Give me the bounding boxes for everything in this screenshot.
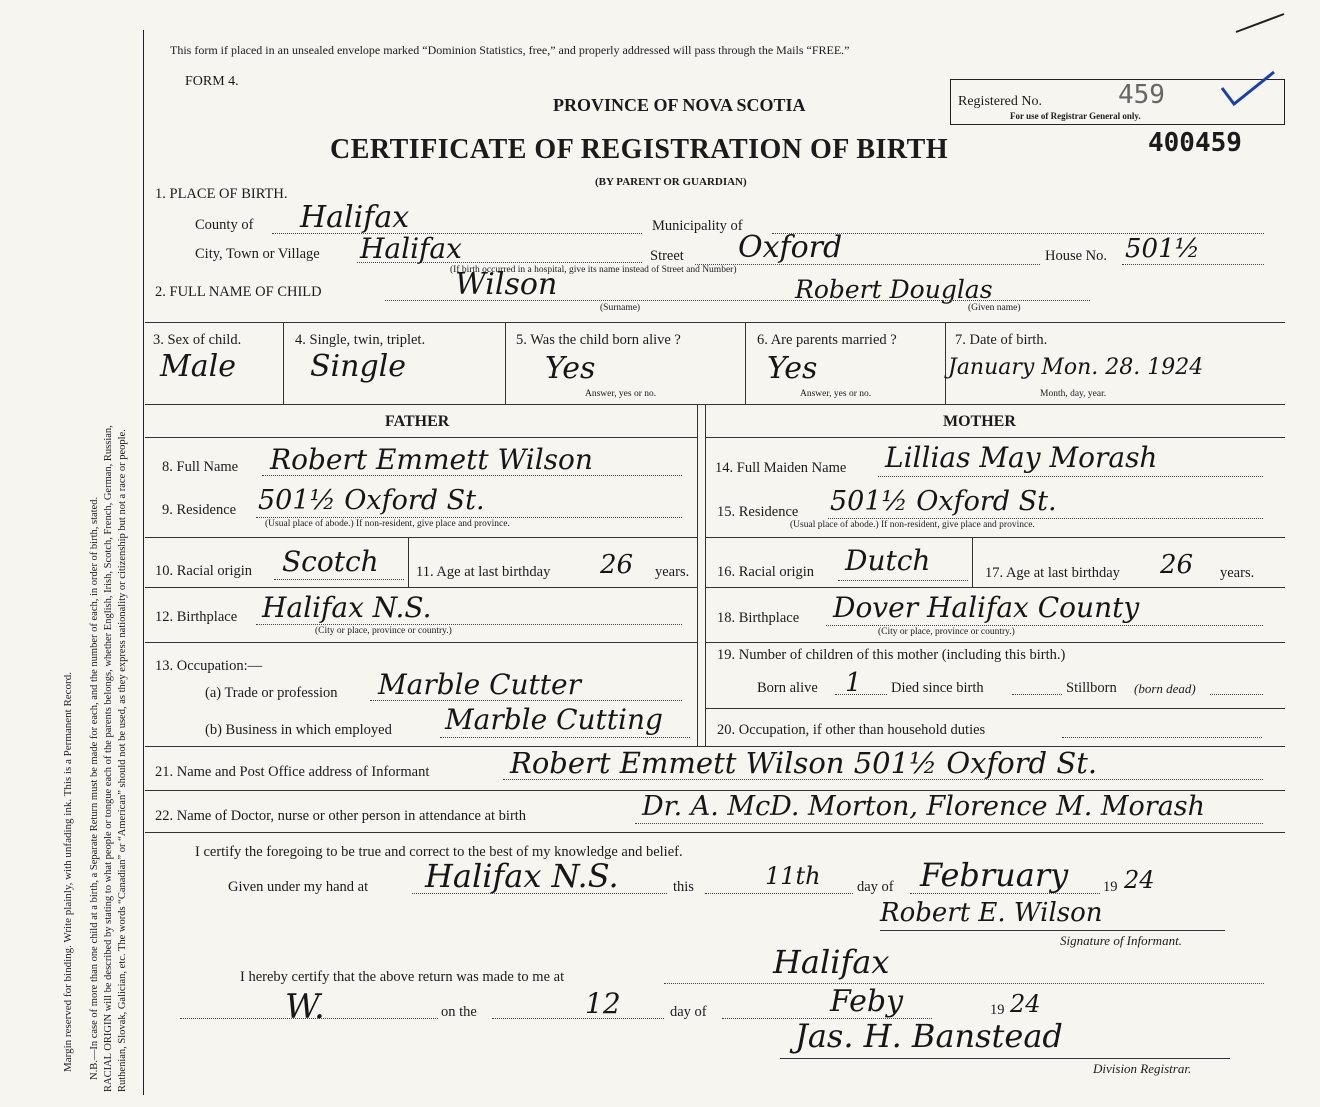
county-label: County of bbox=[195, 217, 254, 233]
county-value: Halifax bbox=[300, 200, 410, 235]
hospital-note: (If birth occurred in a hospital, give its name instead of Street and Number) bbox=[450, 265, 737, 275]
attendant-value: Dr. A. McD. Morton, Florence M. Morash bbox=[642, 791, 1206, 822]
mother-residence: 501½ Oxford St. bbox=[830, 486, 1057, 517]
father-age-label: 11. Age at last birthday bbox=[416, 564, 551, 580]
registrar-day: 12 bbox=[585, 987, 621, 1020]
mother-birthplace: Dover Halifax County bbox=[833, 591, 1140, 624]
mailing-note: This form if placed in an unsealed envelope marked “Dominion Statistics, free,” and properly addressed will pass through the Mails “FREE.” bbox=[170, 43, 850, 57]
margin-note-binding: Margin reserved for binding. Write plainly, with unfading ink. This is a Permanent Record. bbox=[62, 672, 74, 1072]
given-place: Halifax N.S. bbox=[425, 857, 619, 895]
registrar-signature: Jas. H. Banstead bbox=[795, 1017, 1063, 1055]
father-age: 26 bbox=[600, 550, 634, 580]
sex-value: Male bbox=[160, 349, 236, 384]
father-trade: Marble Cutter bbox=[378, 668, 582, 701]
died-since-birth-label: Died since birth bbox=[891, 680, 984, 696]
plurality-label: 4. Single, twin, triplet. bbox=[295, 332, 426, 348]
certificate-title: CERTIFICATE OF REGISTRATION OF BIRTH bbox=[330, 134, 949, 165]
registrar-day-of-label: day of bbox=[670, 1004, 707, 1020]
given-name-caption: (Given name) bbox=[968, 303, 1021, 313]
father-years: years. bbox=[655, 564, 690, 580]
certificate-subtitle: (BY PARENT OR GUARDIAN) bbox=[595, 176, 747, 188]
registrar-caption: Division Registrar. bbox=[1093, 1061, 1192, 1076]
alive-label: 5. Was the child born alive ? bbox=[516, 332, 681, 348]
dob-value: January Mon. 28. 1924 bbox=[948, 355, 1204, 380]
given-day: 11th bbox=[765, 862, 821, 890]
registrar-weekday: W. bbox=[285, 987, 325, 1027]
registrar-statement: I hereby certify that the above return was made to me at bbox=[240, 969, 565, 985]
province-heading: PROVINCE OF NOVA SCOTIA bbox=[553, 95, 806, 115]
born-alive-label: Born alive bbox=[757, 680, 818, 696]
margin-note-racial-origin-cont: Ruthenian, Slovak, Galician, etc. The words “Canadian” or “American” should not be used, as they express nationality or citizenship but not a race or people. bbox=[117, 429, 128, 1092]
registrar-note: For use of Registrar General only. bbox=[1010, 111, 1141, 121]
informant-label: 21. Name and Post Office address of Informant bbox=[155, 764, 430, 780]
certify-statement: I certify the foregoing to be true and correct to the best of my knowledge and belief. bbox=[195, 844, 683, 860]
place-of-birth-label: 1. PLACE OF BIRTH. bbox=[155, 186, 288, 202]
informant-value: Robert Emmett Wilson 501½ Oxford St. bbox=[510, 746, 1098, 780]
mother-name: Lillias May Morash bbox=[885, 441, 1158, 474]
city-label: City, Town or Village bbox=[195, 246, 320, 262]
registrar-year-suffix: 24 bbox=[1010, 990, 1041, 1018]
father-residence-label: 9. Residence bbox=[162, 502, 237, 518]
mother-birthplace-caption: (City or place, province or country.) bbox=[878, 627, 1015, 637]
father-birthplace: Halifax N.S. bbox=[262, 591, 432, 624]
dob-label: 7. Date of birth. bbox=[955, 332, 1048, 348]
mother-residence-caption: (Usual place of abode.) If non-resident, give place and province. bbox=[790, 520, 1035, 530]
given-year-suffix: 24 bbox=[1124, 866, 1155, 894]
father-name: Robert Emmett Wilson bbox=[270, 443, 593, 476]
margin-rule bbox=[143, 30, 144, 1095]
mother-age-label: 17. Age at last birthday bbox=[985, 565, 1120, 581]
given-under-label: Given under my hand at bbox=[228, 879, 369, 895]
registrar-on-the-label: on the bbox=[441, 1004, 477, 1020]
registrar-place: Halifax bbox=[773, 943, 890, 981]
mother-age: 26 bbox=[1160, 550, 1194, 580]
child-surname: Wilson bbox=[455, 267, 558, 302]
registered-label: Registered No. bbox=[958, 94, 1042, 109]
married-caption: Answer, yes or no. bbox=[800, 389, 872, 399]
signature-caption: Signature of Informant. bbox=[1060, 933, 1182, 948]
municipality-label: Municipality of bbox=[652, 218, 743, 234]
given-year-prefix: 19 bbox=[1103, 879, 1118, 895]
father-occupation-label: 13. Occupation:— bbox=[155, 658, 263, 674]
house-value: 501½ bbox=[1125, 234, 1200, 264]
father-business: Marble Cutting bbox=[445, 703, 663, 736]
father-trade-label: (a) Trade or profession bbox=[205, 685, 338, 701]
margin-note-multiple-births: N.B.—In case of more than one child at a birth, a Separate Return must be made for each, and the number of each, in order of birth, stated. bbox=[89, 496, 100, 1080]
father-race: Scotch bbox=[282, 545, 379, 578]
father-race-label: 10. Racial origin bbox=[155, 563, 253, 579]
given-this-label: this bbox=[673, 879, 694, 895]
registered-number: 459 bbox=[1118, 80, 1165, 110]
file-number: 400459 bbox=[1148, 128, 1242, 158]
married-label: 6. Are parents married ? bbox=[757, 332, 897, 348]
alive-caption: Answer, yes or no. bbox=[585, 389, 657, 399]
stillborn-caption: (born dead) bbox=[1134, 681, 1196, 696]
married-value: Yes bbox=[767, 351, 818, 386]
checkmark-icon bbox=[1218, 70, 1280, 110]
dob-caption: Month, day, year. bbox=[1040, 389, 1107, 399]
city-value: Halifax bbox=[360, 232, 462, 265]
attendant-label: 22. Name of Doctor, nurse or other person in attendance at birth bbox=[155, 808, 527, 824]
plurality-value: Single bbox=[310, 349, 407, 384]
child-name-label: 2. FULL NAME OF CHILD bbox=[155, 284, 322, 300]
registrar-year-prefix: 19 bbox=[990, 1002, 1005, 1018]
margin-note-racial-origin: RACIAL ORIGIN will be described by stating to what people or tongue each of the parents belongs, whether English, Irish, Scotch, French, German, Russian, bbox=[103, 425, 114, 1092]
registrar-month: Feby bbox=[830, 984, 904, 1019]
child-given-name: Robert Douglas bbox=[795, 275, 993, 304]
form-number: FORM 4. bbox=[185, 74, 239, 89]
father-business-label: (b) Business in which employed bbox=[205, 722, 392, 738]
mother-years: years. bbox=[1220, 565, 1255, 581]
children-count-label: 19. Number of children of this mother (including this birth.) bbox=[717, 647, 1066, 663]
mother-race: Dutch bbox=[845, 544, 931, 577]
street-value: Oxford bbox=[738, 230, 843, 265]
given-day-of-label: day of bbox=[857, 879, 894, 895]
mother-name-label: 14. Full Maiden Name bbox=[715, 460, 847, 476]
mother-race-label: 16. Racial origin bbox=[717, 564, 815, 580]
mother-heading: MOTHER bbox=[943, 413, 1016, 430]
father-residence-caption: (Usual place of abode.) If non-resident, give place and province. bbox=[265, 519, 510, 529]
street-label: Street bbox=[650, 248, 684, 264]
father-heading: FATHER bbox=[385, 413, 450, 430]
mother-birthplace-label: 18. Birthplace bbox=[717, 610, 800, 626]
given-month: February bbox=[920, 856, 1069, 894]
stillborn-label: Stillborn bbox=[1066, 680, 1117, 696]
mother-residence-label: 15. Residence bbox=[717, 504, 799, 520]
father-birthplace-label: 12. Birthplace bbox=[155, 609, 238, 625]
father-residence: 501½ Oxford St. bbox=[258, 485, 485, 516]
corner-tick-icon bbox=[1232, 10, 1288, 38]
informant-signature: Robert E. Wilson bbox=[880, 898, 1103, 928]
father-name-label: 8. Full Name bbox=[162, 459, 239, 475]
alive-value: Yes bbox=[545, 351, 596, 386]
house-label: House No. bbox=[1045, 248, 1108, 264]
mother-occupation-label: 20. Occupation, if other than household duties bbox=[717, 722, 986, 738]
sex-label: 3. Sex of child. bbox=[153, 332, 242, 348]
father-birthplace-caption: (City or place, province or country.) bbox=[315, 626, 452, 636]
born-alive-value: 1 bbox=[845, 668, 862, 698]
surname-caption: (Surname) bbox=[600, 303, 641, 313]
